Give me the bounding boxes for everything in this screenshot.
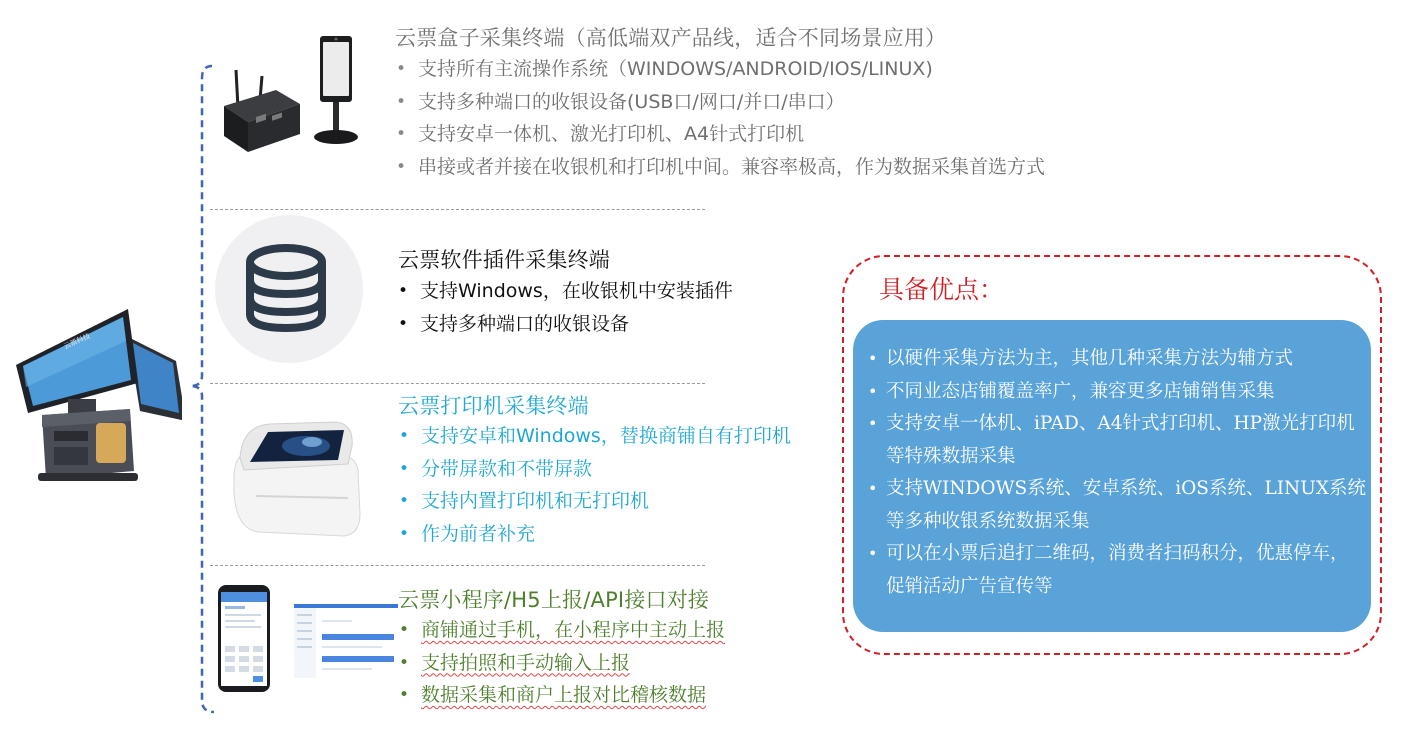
section-title: 云票软件插件采集终端 — [398, 248, 610, 272]
advantage-item: • 可以在小票后追打二维码，消费者扫码积分，优惠停车，促销活动广告宣传等 — [866, 538, 1366, 603]
list-item — [397, 647, 725, 680]
list-item: • 串接或者并接在收银机和打印机中间。兼容率极高，作为数据采集首选方式 — [394, 151, 1045, 184]
pos-terminal-image — [10, 303, 182, 483]
pos-screen-text: 云票科技 — [62, 332, 92, 351]
section-divider — [210, 565, 705, 566]
section-divider — [210, 383, 705, 384]
collector-box-image — [222, 66, 302, 156]
list-item-text: 商铺通过手机，在小程序中主动上报 — [421, 619, 726, 641]
section-title: 云票打印机采集终端 — [398, 394, 589, 418]
phone-miniprogram-image — [216, 584, 272, 694]
section-title: 云票小程序/H5上报/API接口对接 — [398, 588, 710, 612]
list-item — [397, 679, 725, 712]
list-item: • 分带屏款和不带屏款 — [397, 453, 791, 486]
advantage-item: • 以硬件采集方法为主，其他几种采集方法为辅方式 — [866, 343, 1366, 376]
list-item: • 支持内置打印机和无打印机 — [397, 485, 791, 518]
list-item — [397, 614, 725, 647]
feature-list — [394, 53, 1045, 183]
face-terminal-image — [308, 33, 364, 148]
feature-list — [397, 420, 791, 550]
feature-list — [397, 614, 725, 712]
list-item: • 作为前者补充 — [397, 518, 791, 551]
advantage-item: • 支持安卓一体机、iPAD、A4针式打印机、HP激光打印机等特殊数据采集 — [866, 408, 1366, 473]
web-dashboard-image — [294, 604, 398, 678]
list-item: • 支持所有主流操作系统（WINDOWS/ANDROID/IOS/LINUX) — [394, 53, 1045, 86]
section-divider — [210, 209, 705, 210]
list-item: • 支持多种端口的收银设备(USB口/网口/并口/串口） — [394, 86, 1045, 119]
printer-terminal-image — [228, 418, 364, 540]
list-item-text: 数据采集和商户上报对比稽核数据 — [421, 684, 707, 706]
database-icon — [214, 214, 364, 364]
list-item: • 支持Windows，在收银机中安装插件 — [396, 275, 733, 308]
list-item: • 支持多种端口的收银设备 — [396, 308, 733, 341]
advantages-list — [866, 343, 1366, 603]
list-item: • 支持安卓和Windows，替换商铺自有打印机 — [397, 420, 791, 453]
section-title: 云票盒子采集终端（高低端双产品线，适合不同场景应用） — [395, 26, 947, 50]
list-item: • 支持安卓一体机、激光打印机、A4针式打印机 — [394, 118, 1045, 151]
advantage-item: • 不同业态店铺覆盖率广，兼容更多店铺销售采集 — [866, 376, 1366, 409]
feature-list — [396, 275, 733, 340]
advantage-item: • 支持WINDOWS系统、安卓系统、iOS系统、LINUX系统等多种收银系统数据采集 — [866, 473, 1366, 538]
advantages-title: 具备优点： — [879, 275, 1005, 304]
list-item-text: 支持拍照和手动输入上报 — [421, 651, 631, 674]
